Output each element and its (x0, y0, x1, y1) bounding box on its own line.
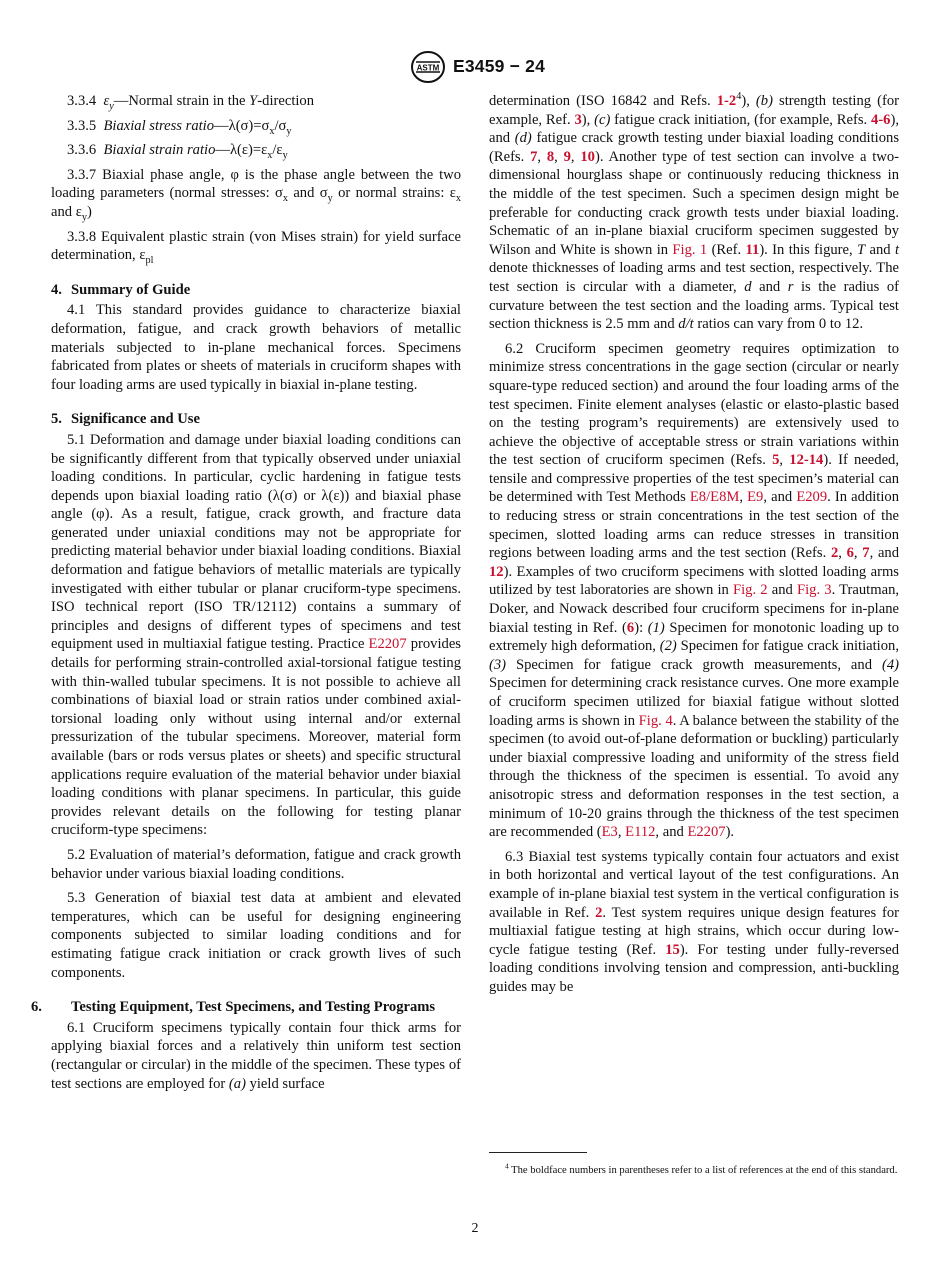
ref-link[interactable]: 1-2 (716, 93, 737, 109)
page-number: 2 (471, 1221, 479, 1236)
paragraph-6-1-start: 6.1 Cruciform specimens typically contain four thick arms for applying biaxial forces and a relatively thin uniform test section (rectangular or circular) in the middle of the specimen. These types of test sections are employed for (a) yield surface (51, 1019, 461, 1092)
figure-link[interactable]: Fig. 1 (672, 241, 708, 258)
section-6-heading: 6. Testing Equipment, Test Specimens, and Testing Programs (31, 999, 436, 1016)
footnote-divider (489, 1152, 587, 1153)
link-e112[interactable]: E112 (625, 824, 656, 841)
paragraph-6-1-continued: determination (ISO 16842 and Refs. $1-2^4$), (b) strength testing (for example, Ref. 3), (c) fatigue crack initiation, (for example, Refs. 4-6), and (d) fatigue crack growth testing under biaxial loading conditions (Refs. 7, 8, 9, 10). Another type of test section can involve a two-dimensional hourglass shape or continuously reducing thickness in the middle of the test specimen. Such a specimen design might be preferable for conducting crack growth tests under biaxial loading. Schematic of an in-plane biaxial cruciform specimen suggested by Wilson and White is shown in Fig. 1 (Ref. 11). In this figure, T and t denote thicknesses of loading arms and test section, respectively. The test section is circular with a diameter, d and r is the radius of curvature between the test section and the loading arms. Typical test section thickness is 2.5 mm and d/t ratios can vary from 0 to 12. (489, 91, 900, 333)
ref-link[interactable]: 12 (489, 563, 504, 580)
section-4-heading: 4. Summary of Guide (51, 281, 191, 298)
paragraph-4-1: 4.1 This standard provides guidance to characterize biaxial deformation, fatigue, and crack growth behaviors of metallic materials subjected to in-plane mechanical forces. Specimens fabricated from plates or sheets of materials in cruciform shapes with four loading arms are used typically in biaxial in-plane testing. (51, 302, 461, 393)
definition-3-3-4: 3.3.4 $\varepsilon_y—Normal$ strain in the Y-direction (67, 93, 315, 112)
definition-3-3-8: 3.3.8 Equivalent plastic strain (von Mises strain) for yield surface determination, $\varepsilon_{pl}$ (51, 228, 461, 267)
definition-3-3-7: 3.3.7 Biaxial phase angle, φ is the phase angle between the two loading parameters (normal stresses: $\sigma_x$ and $\sigma_y$ or normal strains: $\varepsilon_x$ and $\varepsilon_y$) (51, 166, 461, 223)
ref-link[interactable]: 5 (772, 452, 780, 469)
ref-link[interactable]: 9 (563, 148, 571, 165)
paragraph-5-3: 5.3 Generation of biaxial test data at ambient and elevated temperatures, which can be useful for designing engineering components subjected to similar loading conditions and for estimating fatigue crack initiation or crack growth lives of such components. (51, 890, 461, 981)
paragraph-5-1: 5.1 Deformation and damage under biaxial loading conditions can be significantly different from that typically observed under uniaxial loading conditions. In particular, cyclic hardening in fatigue tests depends upon biaxial loading ratio (λ(σ) or λ(ε)) and biaxial phase angle (φ). As a result, fatigue, crack growth, and fracture data generated under uniaxial conditions may not be appropriate for predicting material behavior under biaxial loading conditions. Biaxial deformation and fatigue behaviors of metallic materials are typically investigated with either tubular or planar cruciform-type specimens. ISO technical report (ISO TR/12112) contains a summary of principles and designs of different types of specimens and test equipment used in multiaxial fatigue testing. Practice E2207 provides details for performing strain-controlled axial-torsional fatigue testing with thin-walled tubular specimens. It is not possible to achieve all combinations of biaxial load or strain ratios under combined axial-torsional loading only without using internal and/or external pressurization of the tubular specimens. Moreover, material form available (bars or rods versus plates or sheets) and specific structural applications require evaluation of the material behavior under biaxial loading conditions with planar specimens. In particular, this guide provides relevant details on the following for testing planar cruciform-type specimens: (51, 431, 461, 839)
link-e2207[interactable]: E2207 (368, 636, 407, 653)
left-column (31, 92, 461, 1099)
ref-link[interactable]: 3 (574, 111, 582, 128)
ref-link[interactable]: 7 (862, 545, 870, 562)
ref-link[interactable]: 2 (830, 545, 839, 562)
ref-link[interactable]: 6 (626, 619, 635, 636)
link-e8[interactable]: E8/E8M (689, 489, 740, 506)
paragraph-6-2: 6.2 Cruciform specimen geometry requires optimization to minimize stress concentrations in the gage section (circular or nearly square-type reduced section) and around the four loading arms of the test specimen. Finite element analyses (elastic or elasto-plastic based on the testing program’s requirements) are extensively used to achieve the objective of acceptable stress or strain variations within the test section of cruciform specimen (Refs. 5, 12-14). If needed, tensile and compressive properties of the test specimen’s material can be determined with Test Methods E8/E8M, E9, and E209. In addition to reducing stress or strain concentrations in the test section of the specimen, slotted loading arms can reduce stresses in transition regions between loading arms and the test section (Refs. 2, 6, 7, and 12). Examples of two cruciform specimens with slotted loading arms utilized by test laboratories are shown in Fig. 2 and Fig. 3. Trautman, Doker, and Nowack described four cruciform specimens for in-plane biaxial testing in Ref. (6): (1) Specimen for monotonic loading up to extremely high deformation, (2) Specimen for fatigue crack initiation, (3) Specimen for fatigue crack growth measurements, and (4) Specimen for determining crack resistance curves. One more example of cruciform specimen utilized for biaxial fatigue without slotted loading arms is shown in Fig. 4. A balance between the stability of the specimen (to avoid out-of-plane deformation or buckling) particularly under biaxial compressive loading and uniformity of the stress field through the thickness of the specimen is essential. To avoid any anisotropic stress and deformation responses in the test section, a minimum of 10-20 grains through the thickness of the test specimen are recommended (E3, E112, and E2207). (489, 340, 900, 841)
ref-link[interactable]: 8 (546, 148, 555, 165)
link-e2207[interactable]: E2207 (687, 824, 726, 841)
ref-link[interactable]: 2 (595, 904, 603, 921)
astm-logo-icon (410, 50, 446, 84)
definition-3-3-6: 3.3.6 Biaxial strain $ratio—\lambda(\varepsilon)=\varepsilon_x/\varepsilon_y$ (67, 142, 288, 162)
link-e9[interactable]: E9 (747, 489, 764, 506)
figure-link[interactable]: Fig. 3 (797, 582, 832, 599)
page-header (0, 50, 950, 90)
paragraph-5-2: 5.2 Evaluation of material’s deformation, fatigue and crack growth behavior under various biaxial loading conditions. (51, 846, 461, 882)
figure-link[interactable]: Fig. 4 (638, 712, 673, 729)
ref-link[interactable]: 11 (745, 241, 760, 258)
footnote: $^4$ The boldface numbers in parentheses refer to a list of references at the end of this standard. (505, 1161, 898, 1176)
ref-link[interactable]: 15 (665, 941, 680, 958)
paragraph-6-3: 6.3 Biaxial test systems typically contain four actuators and exist in both horizontal and vertical layout of the test configurations. An example of in-plane biaxial test system in the vertical configuration is available in Ref. 2. Test system requires unique design features for multiaxial fatigue testing at high strains, which occur during low-cycle fatigue testing (Ref. 15). For testing under fully-reversed loading conditions involving tension and compression, anti-buckling guides may be (489, 848, 900, 995)
definition-3-3-5: 3.3.5 Biaxial stress $ratio—\lambda(\sigma)=\sigma_x/\sigma_y$ (67, 117, 292, 137)
ref-link[interactable]: 10 (580, 148, 595, 165)
ref-link[interactable]: 12-14 (789, 452, 824, 469)
right-column (489, 92, 899, 1003)
section-5-heading: 5. Significance and Use (51, 411, 200, 428)
ref-link[interactable]: 7 (530, 148, 538, 165)
svg-text:ASTM: ASTM (416, 63, 440, 73)
standard-designation: E3459 − 24 (453, 56, 546, 76)
link-e209[interactable]: E209 (796, 489, 828, 506)
figure-link[interactable]: Fig. 2 (732, 582, 768, 599)
ref-link[interactable]: 6 (846, 545, 854, 562)
link-e3[interactable]: E3 (601, 824, 618, 841)
ref-link[interactable]: 4-6 (871, 111, 891, 128)
